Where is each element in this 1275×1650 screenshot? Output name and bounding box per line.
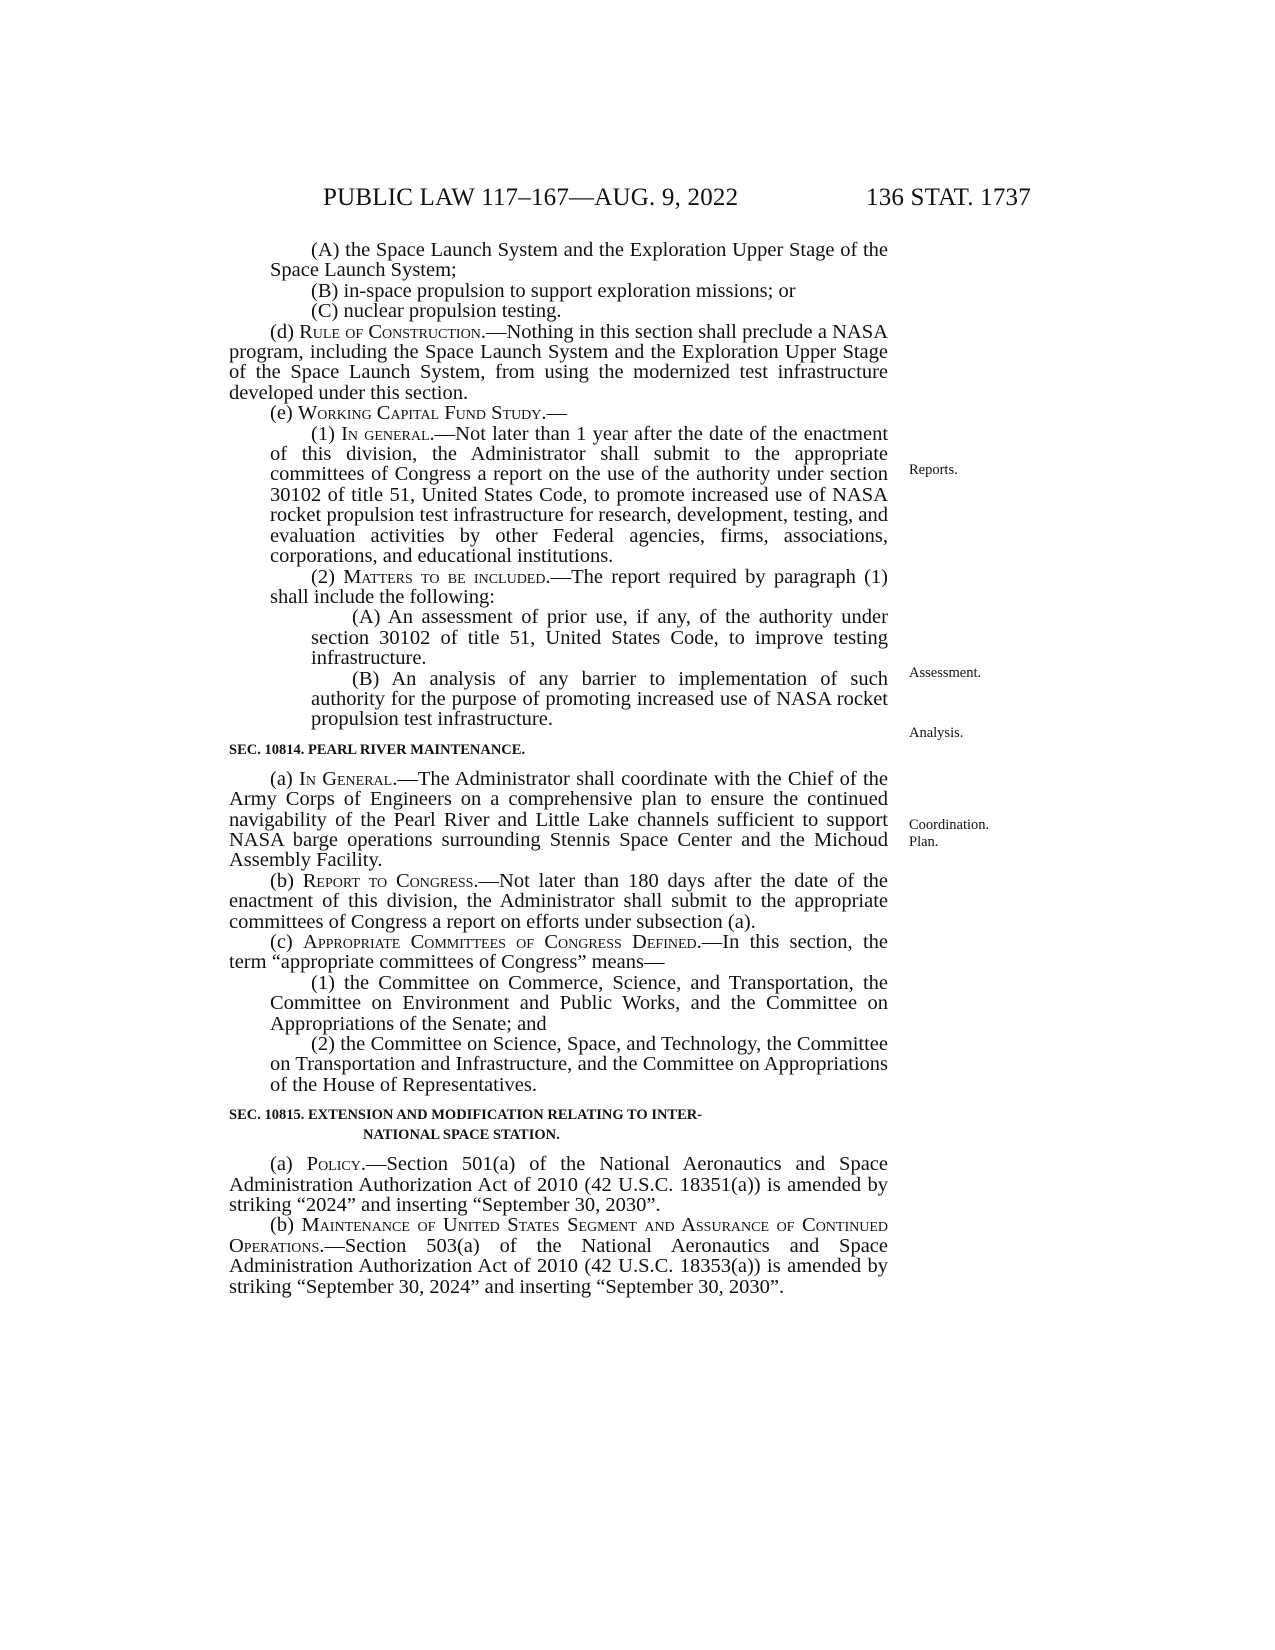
- subsection-e: [229, 403, 888, 423]
- paragraph-e-2: [270, 567, 888, 608]
- subsection-e-number: (e): [270, 402, 293, 425]
- section-10815-a: [229, 1154, 888, 1215]
- section-10814-b-text: .—Not later than 180 days after the date of the enactment of this division, the Administrator shall submit to the appropriate committees of Congress a report on efforts under subsection (a).: [229, 869, 889, 933]
- section-10814-c-heading: Appropriate Committees of Congress Defined: [303, 931, 697, 953]
- subsection-d-heading: Rule of Construction: [299, 320, 481, 343]
- paragraph-e-2-text: .—The report required by paragraph (1) shall include the following:: [270, 565, 889, 608]
- section-heading-10815-line1: SEC. 10815. EXTENSION AND MODIFICATION RELATING TO INTER-: [229, 1107, 703, 1124]
- subsection-e-heading: Working Capital Fund Study: [297, 402, 542, 425]
- paragraph-e-2-number: (2): [311, 565, 335, 588]
- margin-note-reports: Reports.: [909, 462, 958, 478]
- section-10814-c-number: (c): [270, 931, 293, 953]
- clause-e-2-b: (B) An analysis of any barrier to implementation of such authority for the purpose of promoting increased use of NASA rocket propulsion test infrastructure.: [311, 667, 888, 731]
- section-10814-a-text: .—The Administrator shall coordinate with the Chief of the Army Corps of Engineers on a comprehensive plan to ensure the continued navigability of the Pearl River and Little Lake channels sufficient to support NASA barge operations surrounding Stennis Space Center and the Michoud Assembly Facility.: [229, 767, 888, 872]
- page-citation: 136 STAT. 1737: [866, 184, 1031, 211]
- section-10814-c-2: (2) the Committee on Science, Space, and Technology, the Committee on Transportation and Infrastructure, and the Committee on Appropriations of the House of Representatives.: [270, 1033, 888, 1096]
- section-heading-10815: [229, 1105, 888, 1145]
- clause-c-c: (C) nuclear propulsion testing.: [311, 300, 562, 323]
- subsection-d-text: .—Nothing in this section shall preclude a NASA program, including the Space Launch System and the Exploration Upper Stage of the Space Launch System, from using the modernized test infrastructure developed under this section.: [229, 320, 888, 404]
- section-heading-10815-line2: NATIONAL SPACE STATION.: [363, 1127, 560, 1144]
- margin-note-analysis: Analysis.: [909, 725, 964, 741]
- paragraph-e-1: [270, 424, 888, 567]
- section-10815-a-number: (a): [270, 1153, 293, 1176]
- section-10815-a-text: .—Section 501(a) of the National Aeronautics and Space Administration Authorization Act of 2010 (42 U.S.C. 18351(a)) is amended by striking “2024” and inserting “September 30, 2030”.: [229, 1153, 888, 1217]
- subsection-e-dash: .—: [541, 402, 568, 425]
- section-10814-c-1: (1) the Committee on Commerce, Science, and Transportation, the Committee on Environment and Public Works, and the Committee on Appropriations of the Senate; and: [270, 971, 888, 1035]
- section-10814-b-heading: Report to Congress: [302, 869, 474, 892]
- paragraph-e-1-number: (1): [311, 422, 335, 445]
- running-header-title: PUBLIC LAW 117–167—AUG. 9, 2022: [323, 184, 739, 211]
- margin-note-coordination: Coordination.: [909, 817, 990, 833]
- section-10815-b-text: .—Section 503(a) of the National Aeronautics and Space Administration Authorization Act of 2010 (42 U.S.C. 18353(a)) is amended by striking “September 30, 2024” and inserting “September 30, 2030”.: [229, 1234, 888, 1298]
- clause-c-b: (B) in-space propulsion to support exploration missions; or: [311, 279, 796, 302]
- margin-note-assessment: Assessment.: [909, 665, 982, 681]
- section-10814-c-text: .—In this section, the term “appropriate committees of Congress” means—: [229, 931, 888, 974]
- section-10815-b: [229, 1215, 888, 1297]
- clause-c-a: (A) the Space Launch System and the Exploration Upper Stage of the Space Launch System;: [270, 239, 888, 282]
- section-10814-c: [229, 932, 888, 973]
- section-10815-b-number: (b): [270, 1214, 294, 1237]
- margin-note-plan: Plan.: [909, 834, 939, 850]
- section-10815-a-heading: Policy: [306, 1153, 361, 1176]
- paragraph-e-2-heading: Matters to be included: [343, 565, 546, 588]
- section-heading-10814: SEC. 10814. PEARL RIVER MAINTENANCE.: [229, 741, 526, 758]
- section-10814-a: [229, 769, 888, 871]
- section-10814-a-heading: In General: [299, 767, 393, 790]
- paragraph-e-1-heading: In general: [341, 422, 430, 445]
- section-10814-a-number: (a): [270, 767, 293, 790]
- paragraph-e-1-text: .—Not later than 1 year after the date of the enactment of this division, the Administrator shall submit to the appropriate committees of Congress a report on the use of the authority under section 30102 of title 51, United States Code, to promote increased use of NASA rocket propulsion test infrastructure for research, development, testing, and evaluation activities by other Federal agencies, firms, associations, corporations, and educational institutions.: [270, 422, 889, 568]
- section-10814-b-number: (b): [270, 869, 294, 892]
- clause-e-2-a: (A) An assessment of prior use, if any, of the authority under section 30102 of title 51, United States Code, to improve testing infrastructure.: [311, 606, 888, 670]
- section-10814-b: [229, 871, 888, 932]
- document-body: [229, 240, 888, 1297]
- subsection-d-number: (d): [270, 320, 294, 343]
- section-10815-b-heading: Maintenance of United States Segment and Assurance of Continued Operations: [229, 1214, 889, 1257]
- subsection-d: [229, 322, 888, 404]
